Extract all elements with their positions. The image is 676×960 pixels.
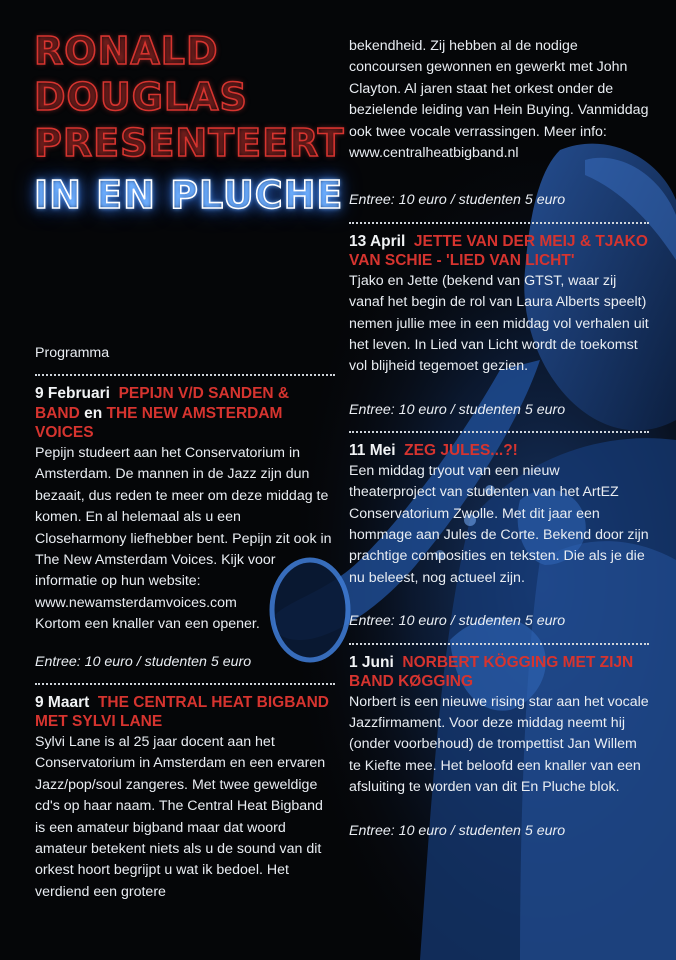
title-line-douglas: DOUGLAS <box>34 75 248 119</box>
title-line-presenteert: PRESENTEERT <box>34 121 345 165</box>
event-heading <box>349 441 649 461</box>
event-mei <box>349 441 649 632</box>
event-text: Een middag tryout van een nieuw theaterproject van studenten van het ArtEZ Conservatorium Zwolle. Met dit jaar een hommage aan Jules de Corte. Bekend door zijn prachtige composities en teksten. Die als je die nu beleest, nog actueel zijn. <box>349 462 649 586</box>
event-heading <box>35 693 335 732</box>
event-heading <box>35 384 335 443</box>
event-heading <box>349 653 649 692</box>
title-line-ronald: RONALD <box>34 29 219 73</box>
event-performer: THE CENTRAL HEAT BIGBAND MET SYLVI LANE <box>35 693 329 731</box>
event-heading <box>349 232 649 271</box>
program-right-column <box>349 36 649 848</box>
event-entree: Entree: 10 euro / studenten 5 euro <box>349 192 566 209</box>
event-maart <box>35 693 335 903</box>
title-line-in-en-pluche: IN EN PLUCHE <box>34 173 344 217</box>
event-description <box>35 732 335 903</box>
program-left-column <box>35 343 335 903</box>
dotted-divider <box>349 431 649 433</box>
event-description <box>349 692 649 799</box>
event-entree: Entree: 10 euro / studenten 5 euro <box>35 653 252 670</box>
event-entree: Entree: 10 euro / studenten 5 euro <box>349 401 566 418</box>
event-text: Sylvi Lane is al 25 jaar docent aan het Conservatorium in Amsterdam en een ervaren Jazz/pop/soul zangeres. Met twee geweldige cd's op haar naam. The Central Heat Bigband is een amateur bigband maar dat woord amateur betekent niets als u de sound van dit orkest hoort begrijpt u wat ik bedoel. Het verdiend een grotere <box>35 733 326 900</box>
event-juni <box>349 653 649 842</box>
event-date: 9 Februari <box>35 385 110 403</box>
event-description <box>35 443 335 636</box>
event-text: Pepijn studeert aan het Conservatorium in Amsterdam. De mannen in de Jazz zijn dun bezaait, dus reden te meer om deze middag te komen. En al helemaal als u een Closeharmony liefhebber bent. Pepijn zit ook in The New Amsterdam Voices. Kijk voor informatie op hun website: www.newamsterdamvoices.com <box>35 444 332 611</box>
event-date: 9 Maart <box>35 693 90 711</box>
event-performer: PEPIJN V/D SANDEN & BAND <box>35 385 290 422</box>
event-entree: Entree: 10 euro / studenten 5 euro <box>349 822 566 839</box>
poster-title <box>34 28 345 218</box>
event-text-closing: Kortom een knaller van een opener. <box>35 616 260 633</box>
event-date: 11 Mei <box>349 442 396 460</box>
event-performer: ZEG JULES...?! <box>404 442 518 460</box>
event-performer: NORBERT KÖGGING MET ZIJN BAND KØGGING <box>349 653 634 691</box>
event-date: 13 April <box>349 232 406 250</box>
event-april <box>349 232 649 421</box>
event-description <box>349 461 649 589</box>
event-maart-continued <box>349 36 649 164</box>
programma-label: Programma <box>35 345 110 361</box>
event-description <box>349 271 649 378</box>
event-text: Norbert is een nieuwe rising star aan het vocale Jazzfirmament. Voor deze middag neemt hij (onder voorbehoud) de trompettist Jan Willem te Kiefte mee. Het beloofd een knaller van een afsluiting te worden van dit En Pluche blok. <box>349 693 649 796</box>
event-entree: Entree: 10 euro / studenten 5 euro <box>349 613 566 630</box>
event-performer: JETTE VAN DER MEIJ & TJAKO VAN SCHIE - 'LIED VAN LICHT' <box>349 232 648 270</box>
event-text: Tjako en Jette (bekend van GTST, waar zij vanaf het begin de rol van Laura Alberts speelt) nemen jullie mee in een middag vol verhalen uit het leven. In Lied van Licht wordt de toekomst vol blijheid tegemoet gezien. <box>349 272 649 375</box>
event-connector: en <box>84 404 103 422</box>
event-februari <box>35 384 335 673</box>
dotted-divider <box>35 374 335 376</box>
event-date: 1 Juni <box>349 653 394 671</box>
dotted-divider <box>35 683 335 685</box>
event-performer-2: THE NEW AMSTERDAM VOICES <box>35 404 283 442</box>
dotted-divider <box>349 643 649 645</box>
event-text-continued: bekendheid. Zij hebben al de nodige concoursen gewonnen en gewerkt met John Clayton. Al jaren staat het orkest onder de bezielende leiding van Hein Buying. Vanmiddag ook twee vocale verrassingen. Meer info: www.centralheatbigband.nl <box>349 38 649 162</box>
dotted-divider <box>349 222 649 224</box>
